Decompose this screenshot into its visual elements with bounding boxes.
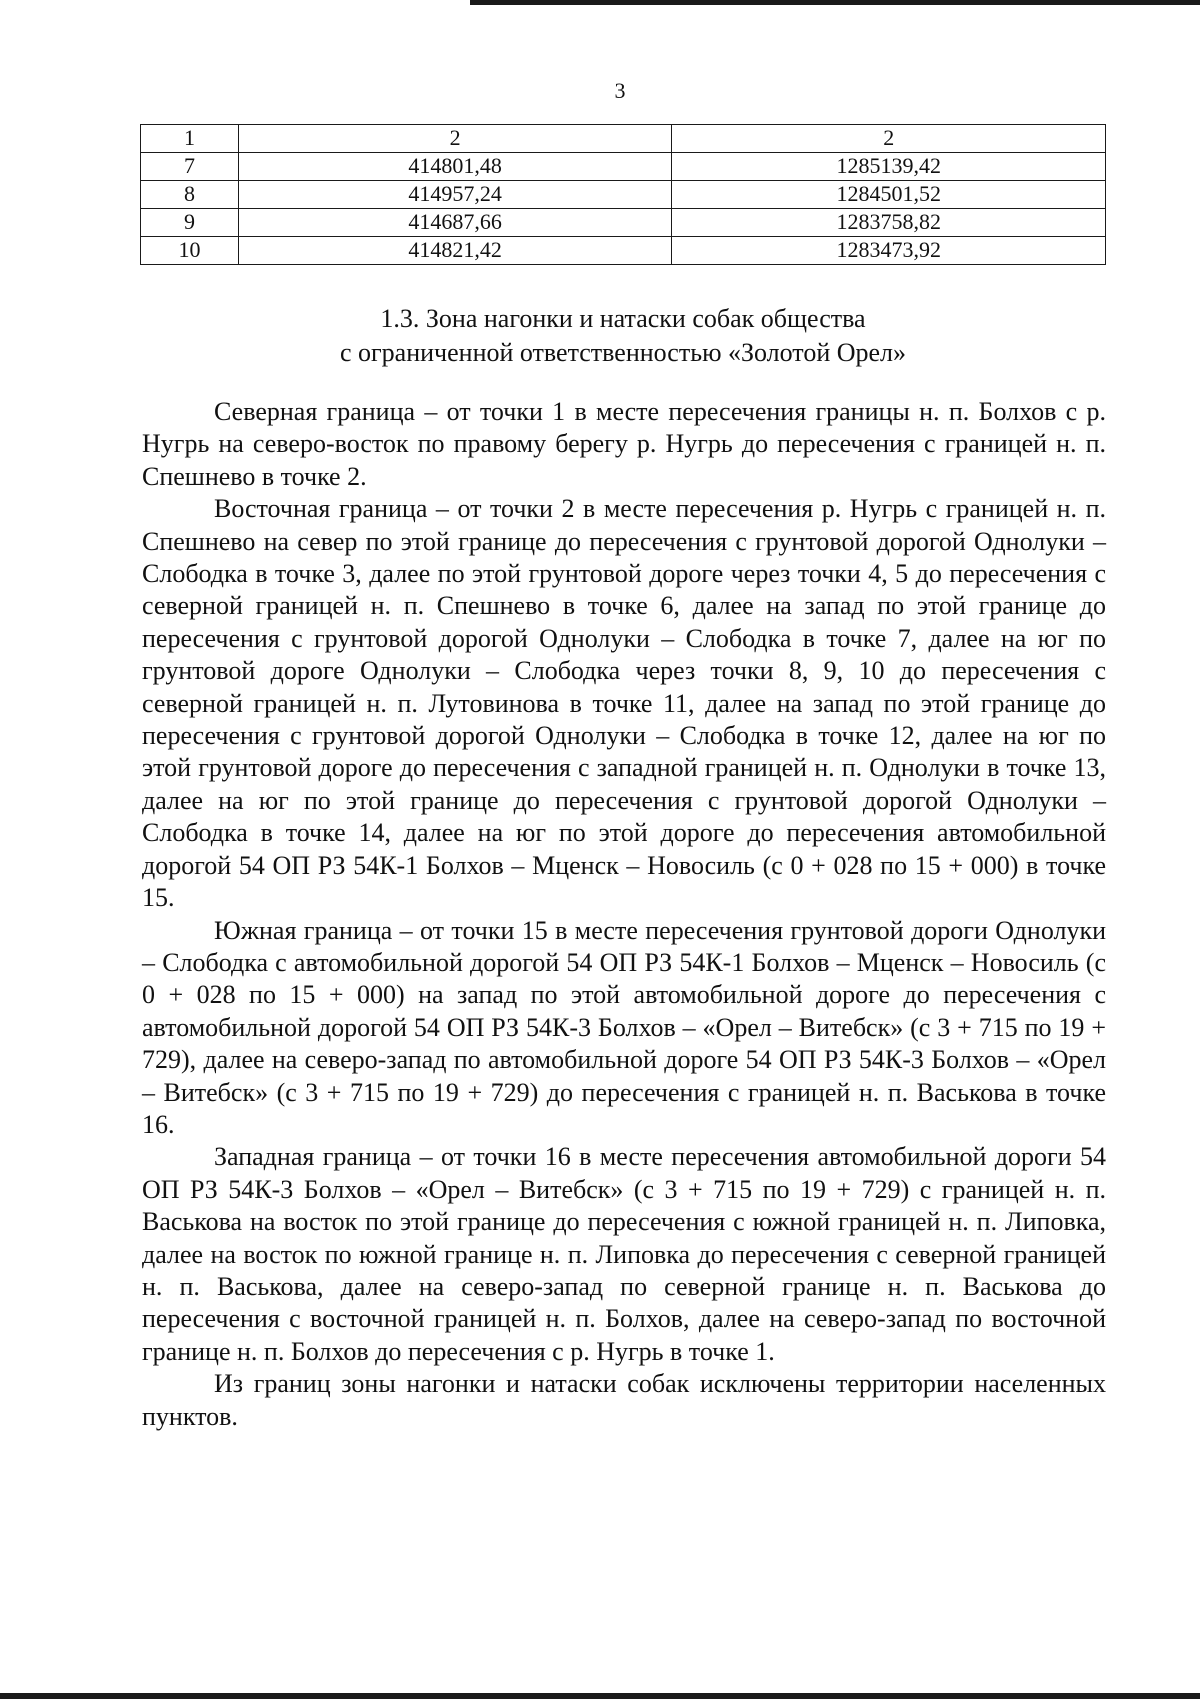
table-header-cell: 2 xyxy=(672,125,1106,153)
section-title-line-2: с ограниченной ответственностью «Золотой Орел» xyxy=(339,338,907,367)
exclusion-paragraph: Из границ зоны нагонки и натаски собак исключены территории населенных пунктов. xyxy=(142,1369,1106,1431)
section-title-line-1: 1.3. Зона нагонки и натаски собак общества xyxy=(380,304,866,333)
coordinate-y-cell: 1283758,82 xyxy=(672,209,1106,237)
coordinate-y-cell: 1283473,92 xyxy=(672,237,1106,265)
table-row xyxy=(141,153,1106,181)
point-number-cell: 10 xyxy=(141,237,239,265)
coordinate-y-cell: 1284501,52 xyxy=(672,181,1106,209)
southern-border-paragraph: Южная граница – от точки 15 в месте пересечения грунтовой дороги Однолуки – Слободка с автомобильной дорогой 54 ОП РЗ 54К-1 Болхов – Мценск – Новосиль (с 0 + 028 по 15 + 000) на запад по этой автомобильной дороге до пересечения с автомобильной дорогой 54 ОП РЗ 54К-3 Болхов – «Орел – Витебск» (с 3 + 715 по 19 + 729), далее на северо-запад по автомобильной дороге 54 ОП РЗ 54К-3 Болхов – «Орел – Витебск» (с 3 + 715 по 19 + 729) до пересечения с границей н. п. Васькова в точке 16. xyxy=(142,915,1106,1139)
bottom-scan-border xyxy=(0,1693,1200,1699)
eastern-border-paragraph: Восточная граница – от точки 2 в месте пересечения р. Нугрь с границей н. п. Спешнево на север по этой границе до пересечения с грунтовой дорогой Однолуки – Слободка в точке 3, далее по этой грунтовой дороге через точки 4, 5 до пересечения с северной границей н. п. Спешнево в точке 6, далее на запад по этой границе до пересечения с грунтовой дорогой Однолуки – Слободка в точке 7, далее на юг по грунтовой дороге Однолуки – Слободка через точки 8, 9, 10 до пересечения с северной границей н. п. Лутовинова в точке 11, далее на запад по этой границе до пересечения с грунтовой дорогой Однолуки – Слободка в точке 12, далее на юг по этой грунтовой дороге до пересечения с западной границей н. п. Однолуки в точке 13, далее на юг по этой границе до пересечения с грунтовой дорогой Однолуки – Слободка в точке 14, далее на юг по этой дороге до пересечения автомобильной дорогой 54 ОП РЗ 54К-1 Болхов – Мценск – Новосиль (с 0 + 028 по 15 + 000) в точке 15. xyxy=(142,494,1106,913)
page-number: 3 xyxy=(614,78,626,103)
table-header-cell: 2 xyxy=(238,125,672,153)
point-number-cell: 7 xyxy=(141,153,239,181)
table-header-row xyxy=(141,125,1106,153)
top-scan-border xyxy=(470,0,1200,5)
section-body xyxy=(142,396,1106,1433)
western-border-paragraph: Западная граница – от точки 16 в месте пересечения автомобильной дороги 54 ОП РЗ 54К-3 Болхов – «Орел – Витебск» (с 3 + 715 по 19 + 729) с границей н. п. Васькова на восток по этой границе до пересечения с южной границей н. п. Липовка, далее на восток по южной границе н. п. Липовка до пересечения с северной границей н. п. Васькова, далее на северо-запад по северной границе н. п. Васькова до пересечения с восточной границей н. п. Болхов, далее на северо-запад по восточной границе н. п. Болхов до пересечения с р. Нугрь в точке 1. xyxy=(142,1142,1106,1366)
coordinate-x-cell: 414821,42 xyxy=(238,237,672,265)
coordinate-y-cell: 1285139,42 xyxy=(672,153,1106,181)
table-row xyxy=(141,209,1106,237)
table-row xyxy=(141,181,1106,209)
point-number-cell: 8 xyxy=(141,181,239,209)
table-header-cell: 1 xyxy=(141,125,239,153)
section-heading xyxy=(140,302,1106,370)
point-number-cell: 9 xyxy=(141,209,239,237)
coordinate-x-cell: 414801,48 xyxy=(238,153,672,181)
coordinate-x-cell: 414957,24 xyxy=(238,181,672,209)
table-row xyxy=(141,237,1106,265)
northern-border-paragraph: Северная граница – от точки 1 в месте пересечения границы н. п. Болхов с р. Нугрь на северо-восток по правому берегу р. Нугрь до пересечения с границей н. п. Спешнево в точке 2. xyxy=(142,397,1106,491)
coordinates-table xyxy=(140,124,1106,265)
coordinate-x-cell: 414687,66 xyxy=(238,209,672,237)
